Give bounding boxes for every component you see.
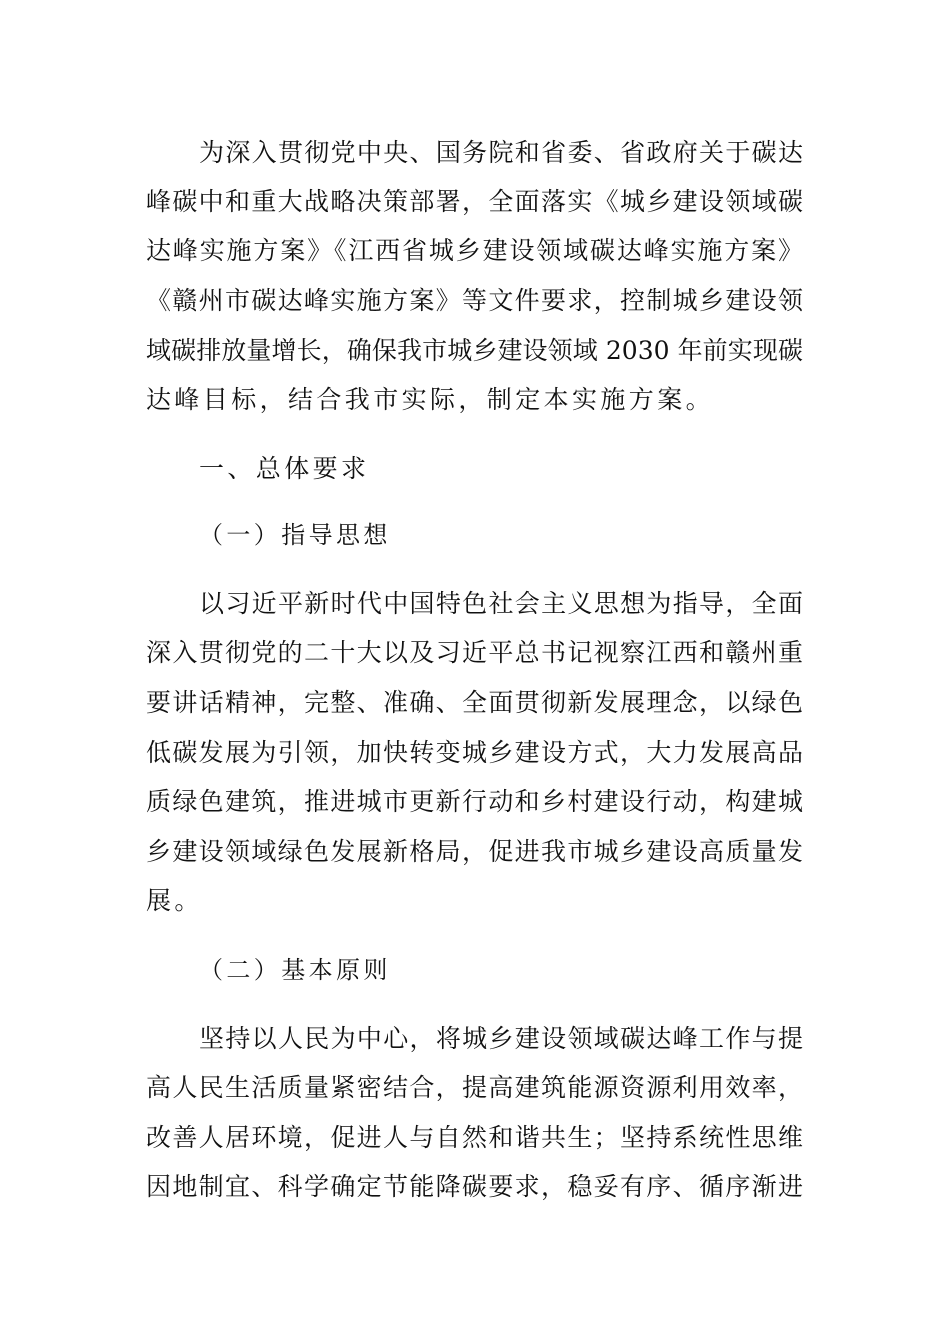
guiding-line-4: 低碳发展为引领，加快转变城乡建设方式，大力发展高品 [146, 738, 803, 767]
intro-line-5: 域碳排放量增长，确保我市城乡建设领域 2030 年前实现碳 [146, 336, 803, 365]
intro-line-3: 达峰实施方案》《江西省城乡建设领域碳达峰实施方案》 [146, 236, 803, 265]
principles-line-1: 坚持以人民为中心，将城乡建设领域碳达峰工作与提 [199, 1024, 803, 1053]
guiding-line-3: 要讲话精神，完整、准确、全面贯彻新发展理念，以绿色 [146, 688, 803, 717]
guiding-line-5: 质绿色建筑，推进城市更新行动和乡村建设行动，构建城 [146, 787, 803, 816]
guiding-line-1: 以习近平新时代中国特色社会主义思想为指导，全面 [199, 589, 803, 618]
subheading-guiding-thought: （一）指导思想 [199, 521, 391, 549]
intro-line-2: 峰碳中和重大战略决策部署，全面落实《城乡建设领域碳 [146, 187, 803, 216]
guiding-line-7: 展。 [146, 886, 203, 915]
subheading-basic-principles: （二）基本原则 [199, 956, 391, 984]
principles-line-4: 因地制宜、科学确定节能降碳要求，稳妥有序、循序渐进 [146, 1172, 803, 1201]
intro-line-4: 《赣州市碳达峰实施方案》等文件要求，控制城乡建设领 [146, 286, 803, 315]
guiding-line-6: 乡建设领域绿色发展新格局，促进我市城乡建设高质量发 [146, 837, 803, 866]
section-heading-overall-requirements: 一、总体要求 [199, 454, 370, 483]
guiding-line-2: 深入贯彻党的二十大以及习近平总书记视察江西和赣州重 [146, 638, 803, 667]
intro-line-1: 为深入贯彻党中央、国务院和省委、省政府关于碳达 [199, 138, 803, 167]
intro-line-6: 达峰目标，结合我市实际，制定本实施方案。 [146, 385, 715, 414]
principles-line-2: 高人民生活质量紧密结合，提高建筑能源资源利用效率， [146, 1073, 803, 1102]
principles-line-3: 改善人居环境，促进人与自然和谐共生；坚持系统性思维 [146, 1123, 803, 1152]
